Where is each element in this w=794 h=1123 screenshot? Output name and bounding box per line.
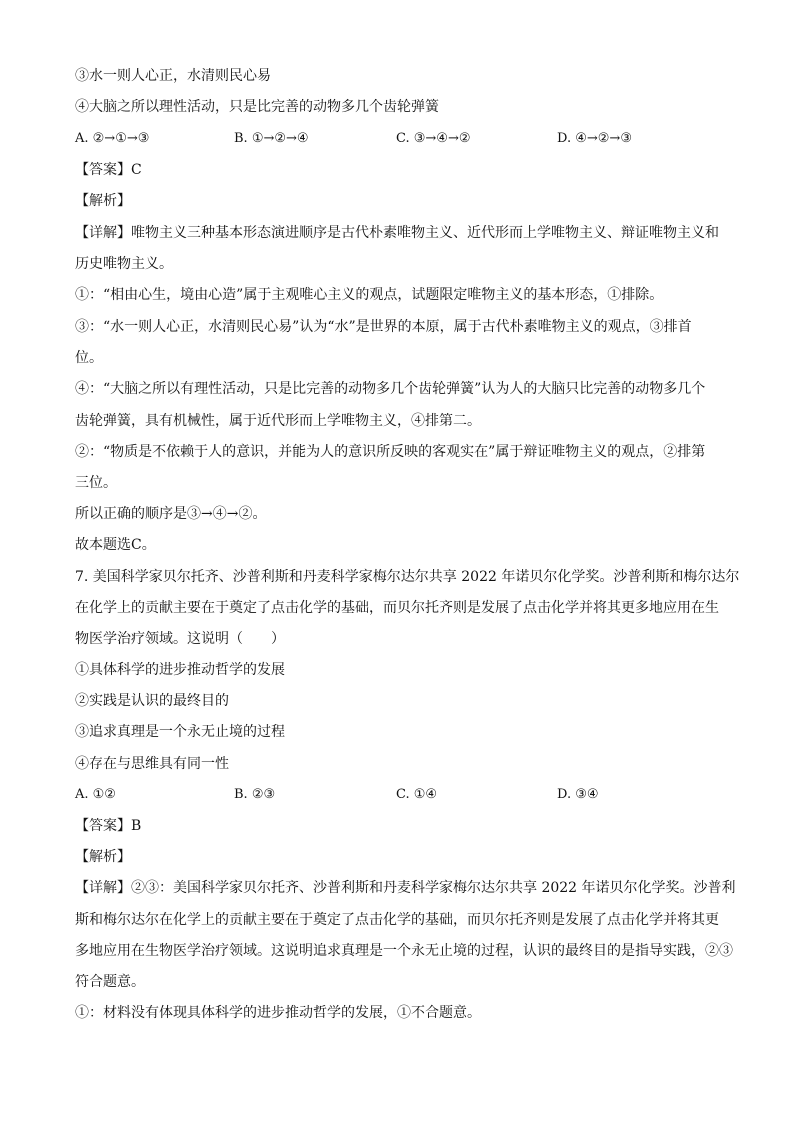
q7-detail-line: ①：材料没有体现具体科学的进步推动哲学的发展，①不合题意。 [75, 1005, 481, 1021]
q7-detail-line: 多地应用在生物医学治疗领域。这说明追求真理是一个永无止境的过程，认识的最终目的是指导实践，②③ [75, 943, 733, 959]
q6-detail-line: 所以正确的顺序是③→④→②。 [75, 506, 267, 522]
q7-stem-line: 7. 美国科学家贝尔托齐、沙普利斯和丹麦科学家梅尔达尔共享 2022 年诺贝尔化学奖。沙普利斯和梅尔达尔 [75, 569, 740, 585]
q6-detail-line: ③：“水一则人心正，水清则民心易”认为“水”是世界的本原，属于古代朴素唯物主义的观点，③排首 [75, 319, 692, 335]
q6-item-4: ④大脑之所以理性活动，只是比完善的动物多几个齿轮弹簧 [75, 99, 439, 115]
q7-detail-line: 斯和梅尔达尔在化学上的贡献主要在于奠定了点击化学的基础，而贝尔托齐则是发展了点击化学并将其更 [75, 912, 719, 928]
q6-option-d: D. ④→②→③ [557, 131, 632, 146]
q7-option-c: C. ①④ [396, 787, 438, 802]
q7-stem-line: 物医学治疗领域。这说明（ ） [75, 631, 285, 647]
q7-item-3: ③追求真理是一个永无止境的过程 [75, 724, 285, 740]
q6-detail-line: ①：“相由心生，境由心造”属于主观唯心主义的观点，试题限定唯物主义的基本形态，①排除。 [75, 287, 664, 303]
q7-stem-line: 在化学上的贡献主要在于奠定了点击化学的基础，而贝尔托齐则是发展了点击化学并将其更多地应用在生 [75, 600, 719, 616]
q7-option-a: A. ①② [75, 787, 116, 802]
q6-item-3: ③水一则人心正，水清则民心易 [75, 68, 271, 84]
q6-detail-line: 【详解】唯物主义三种基本形态演进顺序是古代朴素唯物主义、近代形而上学唯物主义、辩证唯物主义和 [75, 225, 719, 241]
q7-detail-line: 【详解】②③：美国科学家贝尔托齐、沙普利斯和丹麦科学家梅尔达尔共享 2022 年诺贝尔化学奖。沙普利 [75, 880, 736, 896]
q6-option-b: B. ①→②→④ [234, 131, 309, 146]
q7-answer: 【答案】B [75, 818, 142, 834]
q7-item-1: ①具体科学的进步推动哲学的发展 [75, 662, 285, 678]
q7-detail-line: 符合题意。 [75, 974, 145, 990]
q6-detail-line: 故本题选C。 [75, 537, 156, 553]
q7-item-2: ②实践是认识的最终目的 [75, 693, 229, 709]
q6-detail-line: 三位。 [75, 475, 117, 491]
q6-detail-line: ②：“物质是不依赖于人的意识，并能为人的意识所反映的客观实在”属于辩证唯物主义的观点，②排第 [75, 444, 706, 460]
q7-option-b: B. ②③ [234, 787, 276, 802]
q6-option-c: C. ③→④→② [396, 131, 471, 146]
q6-answer: 【答案】C [75, 162, 142, 178]
q6-detail-line: ④：“大脑之所以有理性活动，只是比完善的动物多几个齿轮弹簧”认为人的大脑只比完善的动物多几个 [75, 381, 706, 397]
q6-analysis-heading: 【解析】 [75, 193, 131, 209]
q6-option-a: A. ②→①→③ [75, 131, 150, 146]
q6-detail-line: 历史唯物主义。 [75, 256, 173, 272]
q7-item-4: ④存在与思维具有同一性 [75, 756, 229, 772]
q7-analysis-heading: 【解析】 [75, 849, 131, 865]
q6-detail-line: 位。 [75, 350, 103, 366]
q7-option-d: D. ③④ [557, 787, 599, 802]
q6-detail-line: 齿轮弹簧，具有机械性，属于近代形而上学唯物主义，④排第二。 [75, 413, 481, 429]
